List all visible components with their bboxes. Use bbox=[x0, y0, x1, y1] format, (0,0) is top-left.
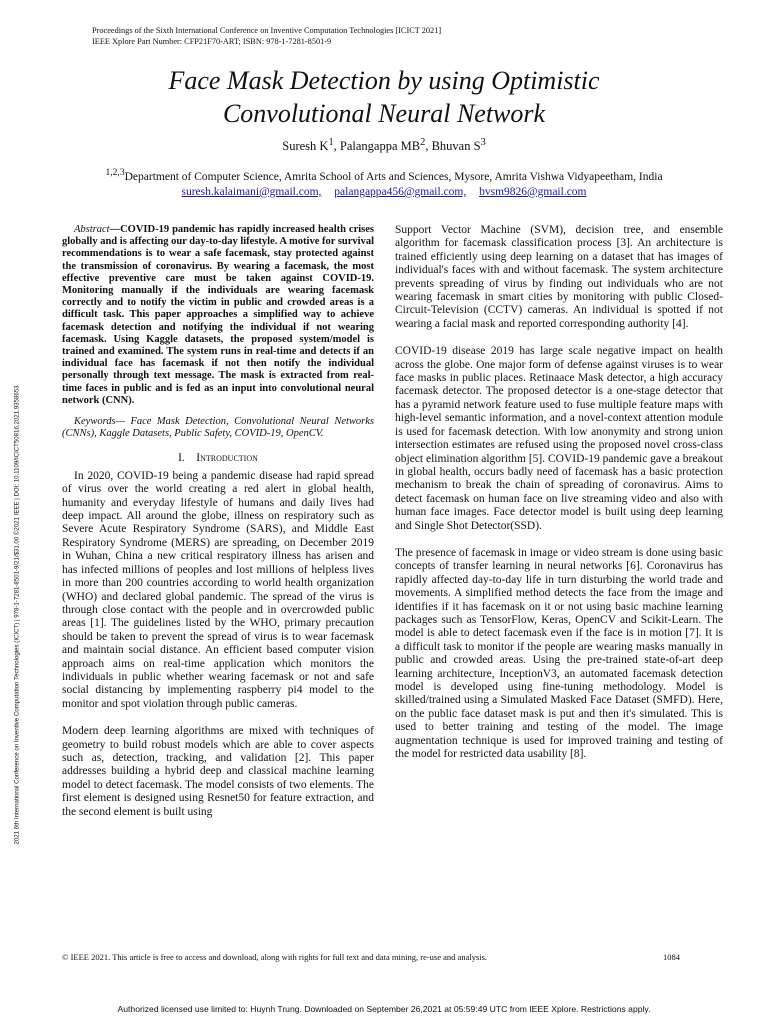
header-line-2: IEEE Xplore Part Number: CFP21F70-ART; ISBN: 978-1-7281-8501-9 bbox=[92, 37, 332, 46]
author-1-sup: 1 bbox=[328, 137, 334, 148]
body-paragraph: COVID-19 disease 2019 has large scale negative impact on health across the globe. One major form of defense against viruses is to wear face masks in public places. Retinaace Mask detector, a high accuracy facemask detector. The proposed detector is a one-stage detector that has a pyramid network feature used to fuse multiple feature maps with high-level semantic information, and a novel-context attention module is used for facemask detection. With low anonymity and strong union intersection estimates are refused using the proposed novel cross-class object elimination algorithm [5]. COVID-19 pandemic gave a breakout in global health, occurs badly need of facemask has a basic protection mechanism to break the chain of spreading of coronavirus. Aims to detect facemask on human face on live streaming video and also with human face images. Face detector model is built using deep learning and Single Shot Detector(SSD). bbox=[395, 345, 723, 532]
email-link-2[interactable]: palangappa456@gmail.com, bbox=[334, 185, 467, 198]
email-link-3[interactable]: bvsm9826@gmail.com bbox=[479, 185, 587, 198]
body-paragraph: Modern deep learning algorithms are mixed with techniques of geometry to build robust models which are able to cover aspects such as, detection, tracking, and validation [2]. This paper addresses building a hybrid deep and classical machine learning model to detect facemask. The model consists of two elements. The first element is designed using Resnet50 for feature extraction, and the second element is built using bbox=[62, 725, 374, 818]
body-paragraph: Support Vector Machine (SVM), decision tree, and ensemble algorithm for facemask classification process [3]. An architecture is trained efficiently using deep learning on a dataset that has images of individual's faces with and without facemask. The system architecture prevents spreading of virus by finding out individuals who are not wearing facemask in smart cities by monitoring with public Closed-Circuit-Television (CCTV) cameras. An individual is spotted if not wearing a facial mask and reported corresponding authority [4]. bbox=[395, 224, 723, 330]
paper-title bbox=[60, 64, 708, 130]
body-paragraph: The presence of facemask in image or video stream is done using basic concepts of transfer learning in neural networks [6]. Coronavirus has rapidly affected day-to-day life in turn disturbing the world trade and movements. A simplified method detects the face from the image and identifies if it has facemask on it or not using basic machine learning packages such as TensorFlow, Keras, OpenCV and Scikit-Learn. The model is able to detect facemask even if the face is in motion [7]. It is a difficult task to monitor if the people are wearing masks manually in public and crowded areas. Using the pre-trained state-of-art deep learning architecture, InceptionV3, an automated facemask detection model is developed using fine-tuning methodology. Model is skilled/trained using a Simulated Masked Face Dataset (SMFD). Here, on the public face dataset mask is put and then it's simulated. This is used to better training and testing of the model. The image augmentation technique is used for improved training and testing of the model for restricted data usability [8]. bbox=[395, 546, 723, 761]
author-2: Palangappa MB bbox=[339, 139, 421, 154]
doi-sidebar bbox=[6, 270, 28, 960]
section-number: I. bbox=[178, 452, 185, 465]
header-line-1: Proceedings of the Sixth International Conference on Inventive Computation Technologies [ICICT 2021] bbox=[92, 26, 442, 35]
author-3: Bhuvan S bbox=[431, 139, 481, 154]
email-link-1[interactable]: suresh.kalaimani@gmail.com, bbox=[181, 185, 322, 198]
affiliation-sup: 1,2,3 bbox=[105, 167, 125, 178]
copyright-notice: © IEEE 2021. This article is free to access and download, along with rights for full text and data mining, re-use and analysis. bbox=[62, 952, 488, 962]
right-column bbox=[395, 224, 723, 775]
title-line-2: Convolutional Neural Network bbox=[222, 99, 546, 128]
abstract-label: Abstract bbox=[74, 224, 110, 235]
author-3-sup: 3 bbox=[480, 137, 486, 148]
section-heading bbox=[62, 452, 374, 465]
section-title: Introduction bbox=[196, 452, 258, 465]
license-notice: Authorized licensed use limited to: Huynh Trung. Downloaded on September 26,2021 at 05:59:49 UTC from IEEE Xplore. Restrictions apply. bbox=[117, 1004, 651, 1014]
body-paragraph: In 2020, COVID-19 being a pandemic disease had rapid spread of virus over the world creating a red alert in global health, humanity and everyday lifestyle of humans and daily lives had deep impact. All around the globe, illness on respiratory such as Severe Acute Respiratory Syndrome (SARS), and Middle East Respiratory Syndrome (MERS) are spreading, on December 2019 in Wuhan, China a new critical respiratory illness has arisen and has infected millions of peoples and lost millions of helpless lives in more than 200 countries according to world health organization (WHO) and declared global pandemic. The spread of the virus is through close contact with the people and in overcrowded public areas [1]. The guidelines listed by the WHO, primary precaution should be taken to prevent the spread of virus is to wear facemask and maintain social distance. An efficient based computer vision approach aims on real-time application which monitors the individuals in public whether wearing facemask or not and safe social distancing by implementing raspberry pi4 model to the monitor and spot violation through public cameras. bbox=[62, 469, 374, 710]
conference-header bbox=[92, 25, 441, 47]
left-column bbox=[62, 224, 374, 833]
page-footer bbox=[62, 952, 680, 962]
abstract-text: —COVID-19 pandemic has rapidly increased health crises globally and is affecting our day-to-day lifestyle. A motive for survival recommendations is to wear a safe facemask, stay protected against the transmission of coronavirus. By wearing a facemask, the most effective preventive care must be taken against COVID-19. Monitoring manually if the individuals are wearing facemask correctly and to notify the victim in public and crowded areas is a difficult task. This paper approaches a simplified way to achieve facemask detection and notifying the individual if not wearing facemask. Using Kaggle datasets, the proposed system/model is trained and examined. The system runs in real-time and detects if an individual face has facemask if not then notify the individual personally through text message. The mask is extracted from real-time faces in public and is fed as an input into convolutional neural network (CNN). bbox=[62, 224, 374, 406]
email-list bbox=[0, 185, 768, 200]
page-number: 1084 bbox=[663, 952, 680, 962]
affiliation bbox=[0, 165, 768, 200]
author-list: Suresh $K^1$, Palangappa $MB^2$, Bhuvan $S^3$ bbox=[282, 137, 486, 154]
title-line-1: Face Mask Detection by using Optimistic bbox=[168, 66, 600, 95]
affiliation-text: Department of Computer Science, Amrita School of Arts and Sciences, Mysore, Amrita Vishwa Vidyapeetham, India bbox=[124, 170, 663, 183]
abstract bbox=[62, 224, 374, 407]
author-2-sup: 2 bbox=[420, 137, 426, 148]
doi-sidebar-text: 2021 6th International Conference on Inventive Computation Technologies (ICICT) | 978-1-7281-8501-9/21/$31.00 ©2021 IEEE | DOI: 10.1109/ICICT50816.2021.9358653 bbox=[13, 385, 21, 845]
keywords: Keywords— Face Mask Detection, Convolutional Neural Networks (CNNs), Kaggle Datasets, Public Safety, COVID-19, OpenCV. bbox=[62, 416, 374, 440]
author-1: Suresh K bbox=[282, 139, 329, 154]
